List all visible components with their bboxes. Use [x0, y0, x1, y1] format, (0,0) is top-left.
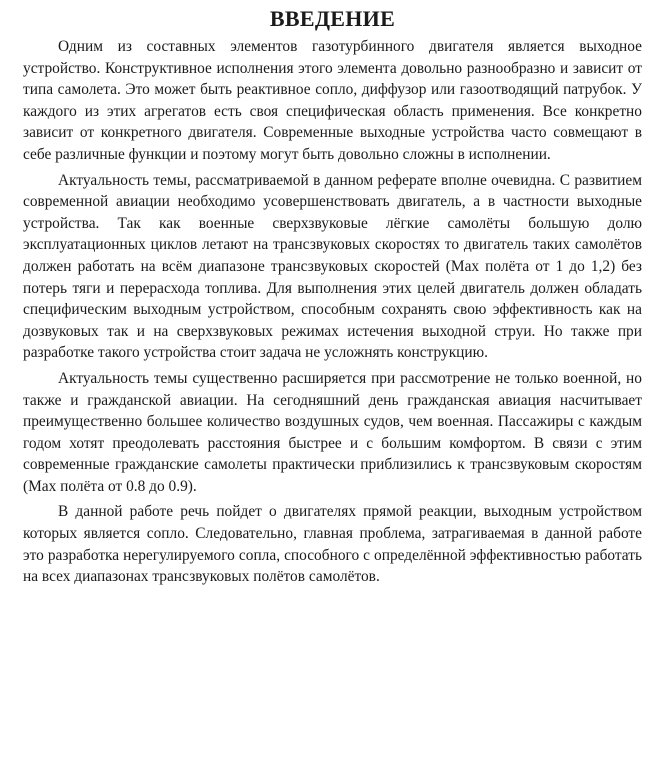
paragraph-relevance-civil: Актуальность темы существенно расширяется при рассмотрение не только военной, но также и гражданской авиации. На сегодняшний день гражданская авиация насчитывает преимущественно большее количество воздушных судов, чем военная. Пассажиры с каждым годом хотят преодолевать расстояния быстрее и с большим комфортом. В связи с этим современные гражданские самолеты практически приблизились к трансзвуковым скоростям (Max полёта от 0.8 до 0.9). [23, 369, 642, 495]
paragraph-main-problem: В данной работе речь пойдет о двигателях прямой реакции, выходным устройством которых является сопло. Следовательно, главная проблема, затрагиваемая в данной работе это разработка нерегулируемого сопла, способного с определённой эффективностью работать на всех диапазонах трансзвуковых полётов самолётов. [23, 503, 642, 586]
paragraph-intro: Одним из составных элементов газотурбинного двигателя является выходное устройство. Конструктивное исполнения этого элемента довольно разнообразно и зависит от типа самолета. Это может быть реактивное сопло, диффузор или газоотводящий патрубок. У каждого из этих агрегатов есть своя специфическая область применения. Все конкретно зависит от конкретного двигателя. Современные выходные устройства часто совмещают в себе различные функции и поэтому могут быть довольно сложны в исполнении. [23, 38, 642, 163]
paragraph-relevance-military: Актуальность темы, рассматриваемой в данном реферате вполне очевидна. С развитием современной авиации необходимо усовершенствовать двигатель, а в частности выходные устройства. Так как военные сверхзвуковые лёгкие самолёты большую долю эксплуатационных циклов летают на трансзвуковых скоростях то двигатель таких самолётов должен работать на всём диапазоне трансзвуковых скоростей (Max полёта от 1 до 1,2) без потерь тяги и перерасхода топлива. Для выполнения этих целей двигатель должен обладать специфическим выходным устройством, способным сохранять свою эффективность как на дозвуковых так и на сверхзвуковых режимах истечения выходной струи. Но также при разработке такого устройства стоит задача не усложнять конструкцию. [23, 171, 642, 362]
document-title: ВВЕДЕНИЕ [269, 6, 396, 31]
